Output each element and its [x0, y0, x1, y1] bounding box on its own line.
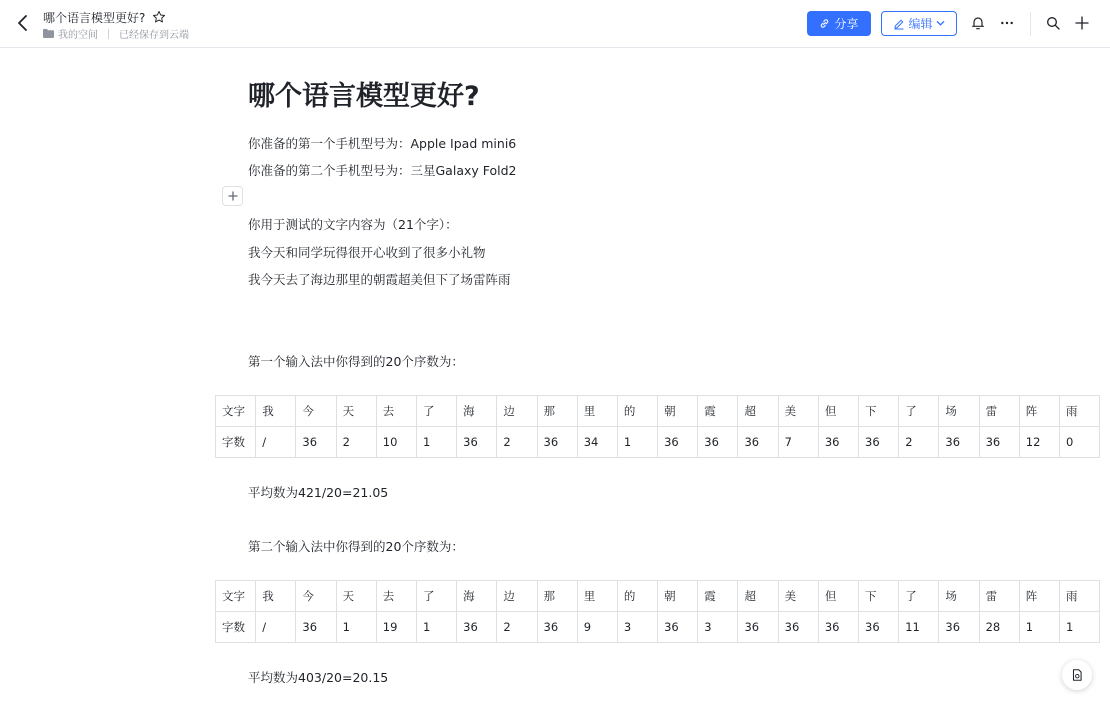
table-cell[interactable]: 朝	[658, 396, 698, 427]
document-title[interactable]: 哪个语言模型更好?	[43, 11, 146, 25]
table-cell[interactable]: 朝	[658, 581, 698, 612]
insert-block-button[interactable]	[222, 186, 243, 206]
table-cell[interactable]: 我	[256, 581, 296, 612]
folder-icon	[43, 29, 54, 38]
table-cell[interactable]: 1	[416, 427, 456, 458]
table-cell[interactable]: 那	[537, 396, 577, 427]
table-cell[interactable]: 阵	[1019, 396, 1059, 427]
table-cell[interactable]: 但	[818, 581, 858, 612]
link-icon	[819, 18, 830, 29]
table-cell[interactable]: 36	[537, 427, 577, 458]
text-line-sentence-1[interactable]: 我今天和同学玩得很开心收到了很多小礼物	[248, 245, 486, 260]
table-cell[interactable]: 36	[859, 427, 899, 458]
breadcrumb-space[interactable]: 我的空间	[58, 30, 98, 41]
table-row	[216, 427, 1100, 458]
table-cell[interactable]: 36	[738, 612, 778, 643]
table-cell[interactable]: 了	[899, 396, 939, 427]
table-cell[interactable]: 下	[859, 581, 899, 612]
chevron-left-icon	[17, 15, 29, 31]
table-cell[interactable]: 36	[939, 612, 979, 643]
table-cell[interactable]: 雨	[1059, 581, 1099, 612]
table-cell[interactable]: 美	[778, 396, 818, 427]
table-cell[interactable]: 1	[1059, 612, 1099, 643]
breadcrumb	[43, 26, 189, 41]
table-cell[interactable]: 了	[416, 581, 456, 612]
doc-outline-icon	[1070, 668, 1084, 682]
table-cell[interactable]: 36	[698, 427, 738, 458]
table-cell[interactable]: 36	[979, 427, 1019, 458]
table-cell[interactable]: 36	[859, 612, 899, 643]
table-cell[interactable]: 36	[818, 612, 858, 643]
row-header-cell[interactable]: 字数	[216, 427, 256, 458]
table-cell[interactable]: 但	[818, 396, 858, 427]
chevron-down-icon	[936, 19, 945, 28]
text-line-test-intro[interactable]: 你用于测试的文字内容为（21个字）：	[248, 217, 458, 232]
table-cell[interactable]: 超	[738, 396, 778, 427]
toolbar-divider	[1030, 12, 1031, 36]
bell-icon	[970, 15, 986, 31]
table-cell[interactable]: 36	[658, 612, 698, 643]
table-cell[interactable]: 34	[577, 427, 617, 458]
table-cell[interactable]: 10	[376, 427, 416, 458]
table-cell[interactable]: 海	[457, 581, 497, 612]
table-cell[interactable]: 36	[778, 612, 818, 643]
table-cell[interactable]: 了	[899, 581, 939, 612]
table-cell[interactable]: 边	[497, 396, 537, 427]
search-button[interactable]	[1043, 13, 1063, 33]
table-cell[interactable]: 1	[336, 612, 376, 643]
table-cell[interactable]: 今	[296, 581, 336, 612]
table-row	[216, 581, 1100, 612]
table-cell[interactable]: 霞	[698, 581, 738, 612]
table-cell[interactable]: /	[256, 427, 296, 458]
section2-average[interactable]: 平均数为403/20=20.15	[248, 670, 389, 685]
search-icon	[1045, 15, 1061, 31]
plus-icon	[1074, 15, 1090, 31]
favorite-button[interactable]	[152, 9, 166, 23]
table-cell[interactable]: 的	[617, 396, 657, 427]
table-cell[interactable]: 天	[336, 396, 376, 427]
table-cell[interactable]: 雷	[979, 581, 1019, 612]
table-cell[interactable]: 36	[296, 612, 336, 643]
table-cell[interactable]: 美	[778, 581, 818, 612]
table-cell[interactable]: /	[256, 612, 296, 643]
table-cell[interactable]: 里	[577, 396, 617, 427]
table-cell[interactable]: 1	[416, 612, 456, 643]
table-cell[interactable]: 12	[1019, 427, 1059, 458]
table-cell[interactable]: 7	[778, 427, 818, 458]
table-cell[interactable]: 了	[416, 396, 456, 427]
table-cell[interactable]: 3	[698, 612, 738, 643]
table-cell[interactable]: 阵	[1019, 581, 1059, 612]
table-cell[interactable]: 1	[1019, 612, 1059, 643]
table-input-method-1[interactable]	[215, 395, 1100, 458]
table-cell[interactable]: 9	[577, 612, 617, 643]
table-cell[interactable]: 海	[457, 396, 497, 427]
save-status: 已经保存到云端	[119, 30, 189, 41]
pencil-icon	[893, 18, 905, 30]
back-button[interactable]	[12, 12, 34, 34]
table-cell[interactable]: 2	[497, 612, 537, 643]
section1-average[interactable]: 平均数为421/20=21.05	[248, 485, 389, 500]
table-cell[interactable]: 我	[256, 396, 296, 427]
more-button[interactable]	[997, 13, 1017, 33]
page-title[interactable]: 哪个语言模型更好?	[248, 81, 480, 112]
text-line-device-2[interactable]: 你准备的第二个手机型号为：三星Galaxy Fold2	[248, 163, 517, 178]
share-label: 分享	[834, 17, 859, 31]
notifications-button[interactable]	[968, 13, 988, 33]
row-header-cell[interactable]: 字数	[216, 612, 256, 643]
table-cell[interactable]: 边	[497, 581, 537, 612]
edit-label: 编辑	[908, 17, 933, 31]
table-row	[216, 396, 1100, 427]
table-cell[interactable]: 36	[457, 612, 497, 643]
table-cell[interactable]: 36	[537, 612, 577, 643]
table-cell[interactable]: 3	[617, 612, 657, 643]
table-cell[interactable]: 去	[376, 396, 416, 427]
table-cell[interactable]: 19	[376, 612, 416, 643]
table-cell[interactable]: 的	[617, 581, 657, 612]
table-cell[interactable]: 1	[617, 427, 657, 458]
breadcrumb-divider	[108, 29, 109, 39]
table-cell[interactable]: 0	[1059, 427, 1099, 458]
text-line-sentence-2[interactable]: 我今天去了海边那里的朝霞超美但下了场雷阵雨	[248, 272, 511, 287]
table-cell[interactable]: 36	[296, 427, 336, 458]
text-line-device-1[interactable]: 你准备的第一个手机型号为：Apple Ipad mini6	[248, 136, 517, 151]
section1-heading[interactable]: 第一个输入法中你得到的20个序数为：	[248, 354, 464, 369]
floating-outline-button[interactable]	[1062, 660, 1092, 690]
table-input-method-2[interactable]	[215, 580, 1100, 643]
table-cell[interactable]: 今	[296, 396, 336, 427]
section2-heading[interactable]: 第二个输入法中你得到的20个序数为：	[248, 539, 464, 554]
more-icon	[999, 15, 1015, 31]
table-cell[interactable]: 11	[899, 612, 939, 643]
table-cell[interactable]: 36	[738, 427, 778, 458]
table-cell[interactable]: 28	[979, 612, 1019, 643]
plus-icon	[228, 191, 238, 201]
share-button[interactable]	[807, 11, 871, 36]
table-cell[interactable]: 36	[818, 427, 858, 458]
table-cell[interactable]: 2	[336, 427, 376, 458]
top-bar	[0, 0, 1110, 48]
table-row	[216, 612, 1100, 643]
table-cell[interactable]: 36	[658, 427, 698, 458]
table-cell[interactable]: 36	[939, 427, 979, 458]
table-cell[interactable]: 去	[376, 581, 416, 612]
table-cell[interactable]: 场	[939, 396, 979, 427]
table-cell[interactable]: 2	[497, 427, 537, 458]
table-cell[interactable]: 36	[457, 427, 497, 458]
table-cell[interactable]: 天	[336, 581, 376, 612]
table-cell[interactable]: 下	[859, 396, 899, 427]
create-button[interactable]	[1072, 13, 1092, 33]
table-cell[interactable]: 那	[537, 581, 577, 612]
row-header-cell[interactable]: 文字	[216, 396, 256, 427]
table-cell[interactable]: 霞	[698, 396, 738, 427]
table-cell[interactable]: 里	[577, 581, 617, 612]
star-icon	[152, 10, 166, 24]
table-cell[interactable]: 2	[899, 427, 939, 458]
table-cell[interactable]: 雨	[1059, 396, 1099, 427]
table-cell[interactable]: 场	[939, 581, 979, 612]
table-cell[interactable]: 雷	[979, 396, 1019, 427]
edit-mode-button[interactable]	[881, 11, 957, 36]
row-header-cell[interactable]: 文字	[216, 581, 256, 612]
table-cell[interactable]: 超	[738, 581, 778, 612]
